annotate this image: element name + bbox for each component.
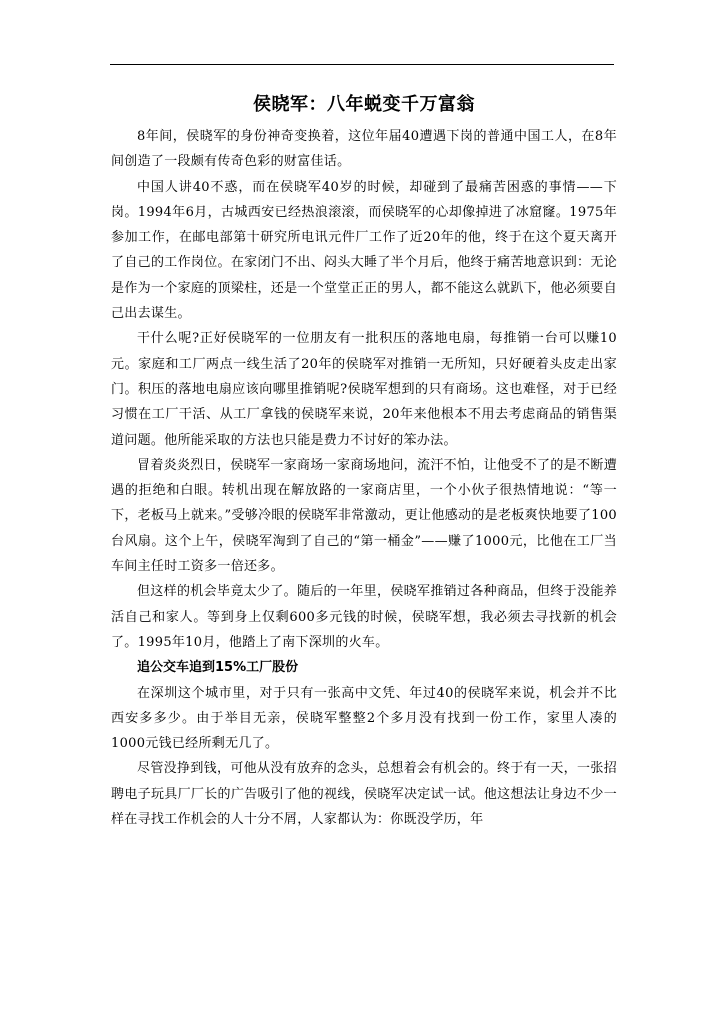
header-rule (110, 64, 614, 65)
paragraph: 尽管没挣到钱，可他从没有放弃的念头，总想着会有机会的。终于有一天，一张招聘电子玩具厂厂长的广告吸引了他的视线，侯晓军决定试一试。他这想法让身边不少一样在寻找工作机会的人十分不屑，人家都认为：你既没学历，年 (111, 761, 617, 828)
paragraph: 中国人讲40不惑，而在侯晓军40岁的时候，却碰到了最痛苦困惑的事情——下岗。1994年6月，古城西安已经热浪滚滚，而侯晓军的心却像掉进了冰窟窿。1975年参加工作，在邮电部第十研究所电讯元件厂工作了近20年的他，终于在这个夏天离开了自己的工作岗位。在家闭门不出、闷头大睡了半个月后，他终于痛苦地意识到：无论是作为一个家庭的顶梁柱，还是一个堂堂正正的男人，都不能这么就趴下，他必须要自己出去谋生。 (111, 179, 617, 322)
paragraph: 但这样的机会毕竟太少了。随后的一年里，侯晓军推销过各种商品，但终于没能养活自己和家人。等到身上仅剩600多元钱的时候，侯晓军想，我必须去寻找新的机会了。1995年10月，他踏上了南下深圳的火车。 (111, 584, 617, 650)
section-subheading: 追公交车追到15%工厂股份 (137, 660, 299, 676)
paragraph: 干什么呢?正好侯晓军的一位朋友有一批积压的落地电扇，每推销一台可以赚10元。家庭和工厂两点一线生活了20年的侯晓军对推销一无所知，只好硬着头皮走出家门。积压的落地电扇应该向哪里推销呢?侯晓军想到的只有商场。这也难怪，对于已经习惯在工厂干活、从工厂拿钱的侯晓军来说，20年来他根本不用去考虑商品的销售渠道问题。他所能采取的方法也只能是费力不讨好的笨办法。 (111, 331, 617, 448)
paragraph: 冒着炎炎烈日，侯晓军一家商场一家商场地问，流汗不怕，让他受不了的是不断遭遇的拒绝和白眼。转机出现在解放路的一家商店里，一个小伙子很热情地说：“等一下，老板马上就来。”受够冷眼的侯晓军非常激动，更让他感动的是老板爽快地要了100台风扇。这个上午，侯晓军淘到了自己的“第一桶金”——赚了1000元，比他在工厂当车间主任时工资多一倍还多。 (111, 457, 617, 575)
article-title: 侯晓军：八年蜕变千万富翁 (253, 94, 475, 115)
paragraph: 8年间，侯晓军的身份神奇变换着，这位年届40遭遇下岗的普通中国工人，在8年间创造了一段颇有传奇色彩的财富佳话。 (111, 129, 617, 170)
document-body (111, 92, 617, 832)
paragraph: 在深圳这个城市里，对于只有一张高中文凭、年过40的侯晓军来说，机会并不比西安多多少。由于举目无亲，侯晓军整整2个多月没有找到一份工作，家里人凑的1000元钱已经所剩无几了。 (111, 685, 617, 752)
